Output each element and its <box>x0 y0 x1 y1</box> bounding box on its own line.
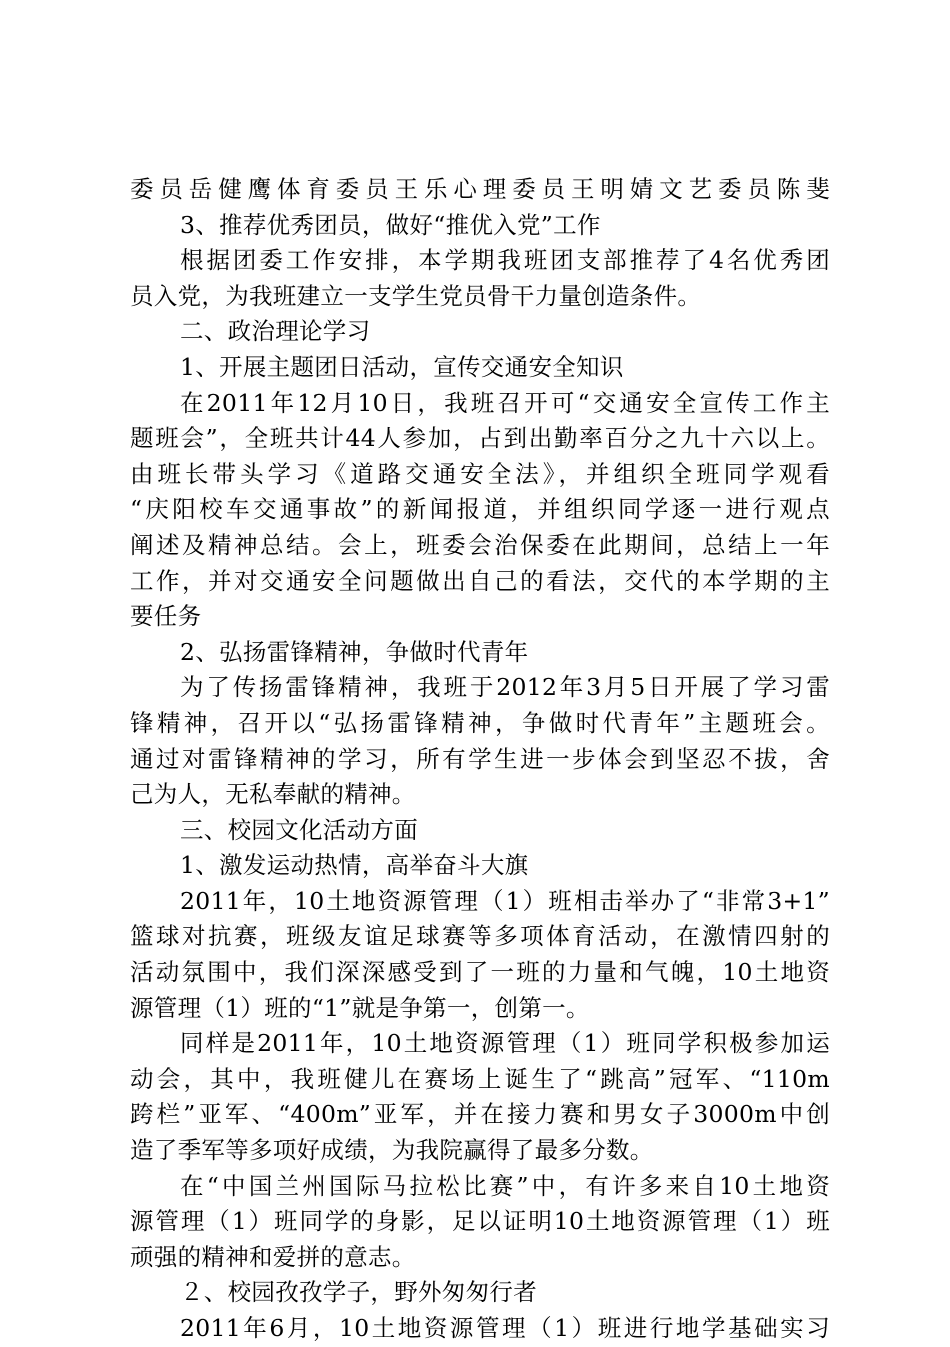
paragraph-line: 2011年6月，10土地资源管理（1）班进行地学基础实习 <box>180 1314 830 1342</box>
paragraph-line: 由班长带头学习《道路交通安全法》，并组织全班同学观看 <box>130 459 830 488</box>
paragraph-line: 己为人，无私奉献的精神。 <box>130 780 416 809</box>
paragraph-line: 锋精神，召开以“弘扬雷锋精神，争做时代青年”主题班会。 <box>130 708 830 737</box>
paragraph-line: 员入党，为我班建立一支学生党员骨干力量创造条件。 <box>130 281 702 310</box>
paragraph-line: 工作，并对交通安全问题做出自己的看法，交代的本学期的主 <box>130 566 830 595</box>
paragraph-line: 造了季军等多项好成绩，为我院赢得了最多分数。 <box>130 1136 654 1165</box>
paragraph-line: 2011年，10土地资源管理（1）班相击举办了“非常3+1” <box>180 886 830 915</box>
paragraph-line: 为了传扬雷锋精神，我班于2012年3月5日开展了学习雷 <box>180 673 830 702</box>
paragraph-line: 源管理（1）班的“1”就是争第一，创第一。 <box>130 993 590 1022</box>
paragraph-line: 跨栏”亚军、“400m”亚军，并在接力赛和男女子3000m中创 <box>130 1100 830 1129</box>
paragraph-line: 同样是2011年，10土地资源管理（1）班同学积极参加运 <box>180 1029 830 1058</box>
section-heading: 1、激发运动热情，高举奋斗大旗 <box>180 851 529 880</box>
paragraph-line: 在2011年12月10日，我班召开可“交通安全宣传工作主 <box>180 388 830 417</box>
paragraph-line: 活动氛围中，我们深深感受到了一班的力量和气魄，10土地资 <box>130 958 830 987</box>
paragraph-line: 题班会”，全班共计44人参加，占到出勤率百分之九十六以上。 <box>130 424 830 453</box>
paragraph-line: 委员岳健鹰体育委员王乐心理委员王明婧文艺委员陈斐 <box>130 175 830 203</box>
paragraph-line: 源管理（1）班同学的身影，足以证明10土地资源管理（1）班 <box>130 1207 830 1236</box>
section-heading: 3、推荐优秀团员，做好“推优入党”工作 <box>180 210 601 239</box>
paragraph-line: 动会，其中，我班健儿在赛场上诞生了“跳高”冠军、“110m <box>130 1064 830 1093</box>
section-heading: ２、校园孜孜学子，野外匆匆行者 <box>180 1278 537 1307</box>
paragraph-line: 篮球对抗赛，班级友谊足球赛等多项体育活动，在激情四射的 <box>130 922 830 951</box>
paragraph-line: 在“中国兰州国际马拉松比赛”中，有许多来自10土地资 <box>180 1171 830 1200</box>
section-heading: 三、校园文化活动方面 <box>180 815 418 844</box>
paragraph-line: 通过对雷锋精神的学习，所有学生进一步体会到坚忍不拔，舍 <box>130 744 830 773</box>
paragraph-line: 要任务 <box>130 602 202 631</box>
paragraph-line: “庆阳校车交通事故”的新闻报道，并组织同学逐一进行观点 <box>130 495 830 524</box>
paragraph-line: 阐述及精神总结。会上，班委会治保委在此期间，总结上一年 <box>130 530 830 559</box>
section-heading: 2、弘扬雷锋精神，争做时代青年 <box>180 637 529 666</box>
section-heading: 二、政治理论学习 <box>180 317 371 346</box>
section-heading: 1、开展主题团日活动，宣传交通安全知识 <box>180 352 624 381</box>
paragraph-line: 根据团委工作安排，本学期我班团支部推荐了4名优秀团 <box>180 246 830 275</box>
document-body <box>130 172 830 1347</box>
paragraph-line: 顽强的精神和爱拼的意志。 <box>130 1242 416 1271</box>
